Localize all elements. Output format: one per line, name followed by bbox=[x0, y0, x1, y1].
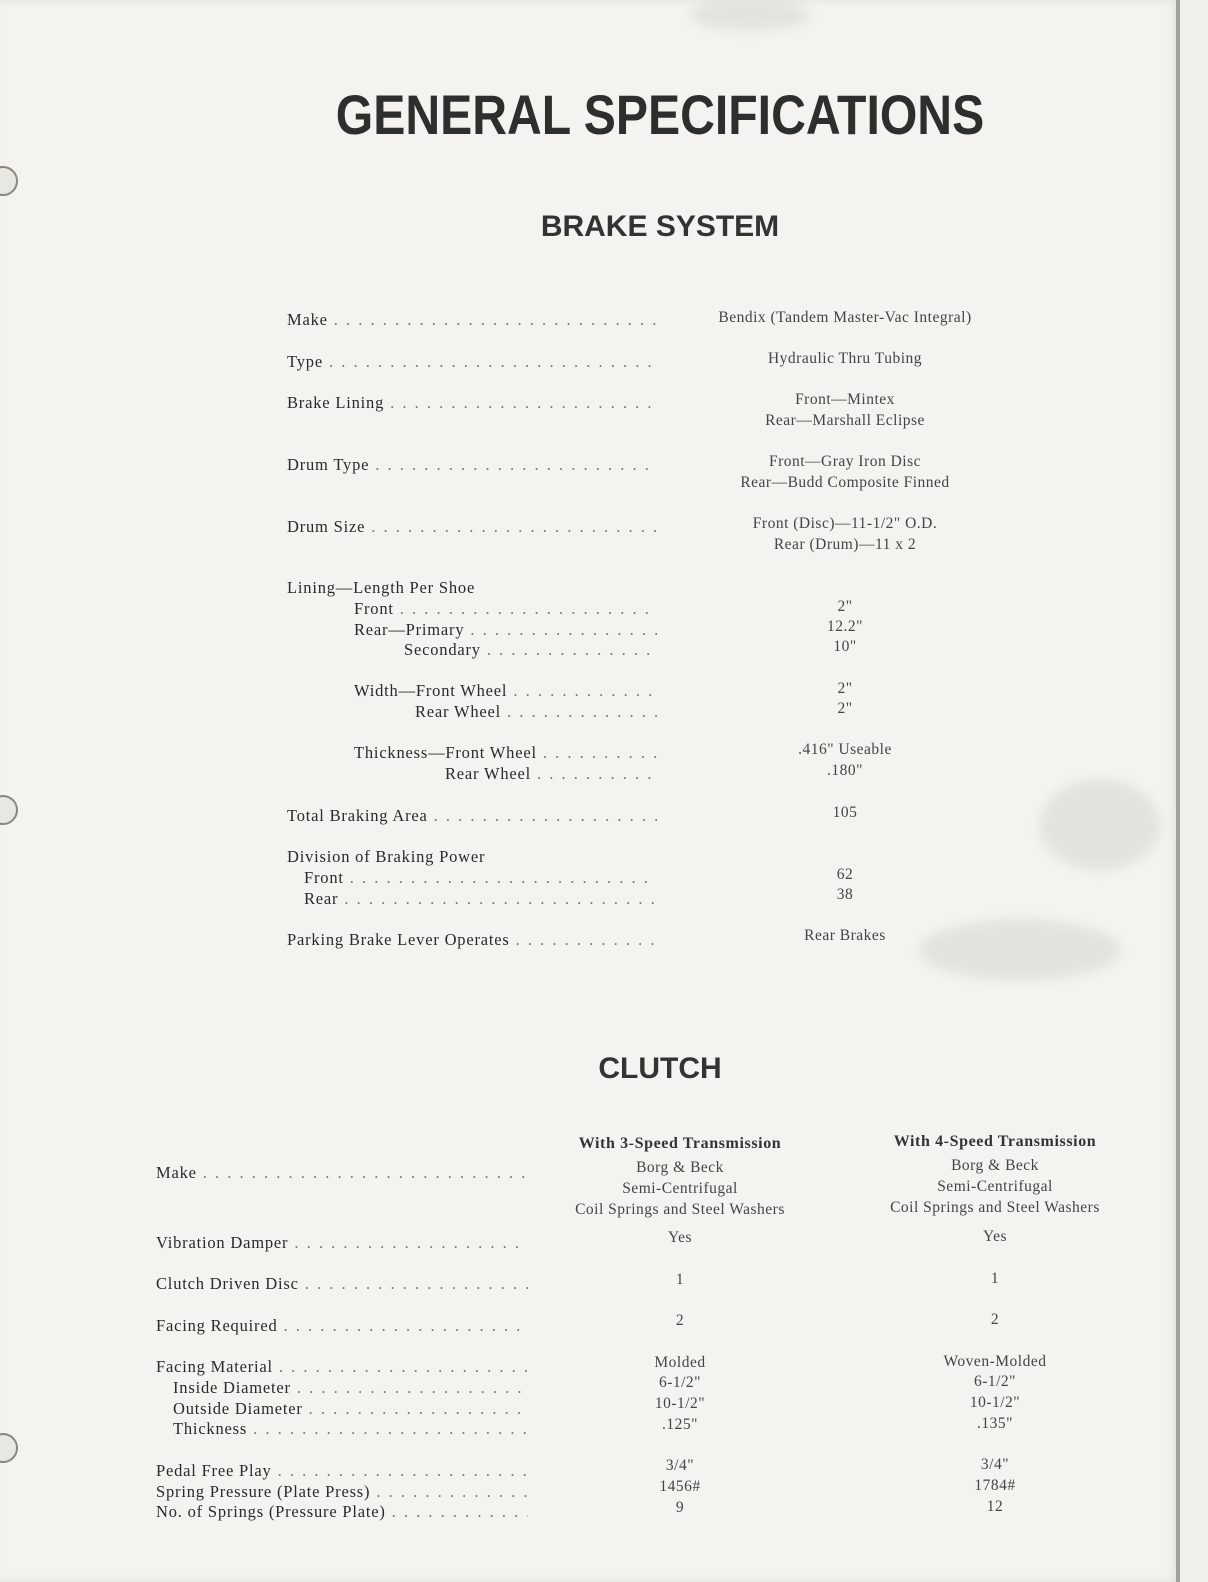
leader-dots bbox=[284, 1316, 528, 1336]
spec-value: Hydraulic Thru Tubing bbox=[767, 350, 923, 367]
spec-row-drum-type bbox=[287, 455, 657, 475]
clutch-row-no-of-springs bbox=[156, 1502, 528, 1522]
spec-value: 1 bbox=[990, 1270, 1000, 1287]
spec-group-label: Division of Braking Power bbox=[287, 847, 486, 866]
spec-row-lining-rear-primary bbox=[354, 620, 657, 640]
clutch-heading: CLUTCH bbox=[598, 1052, 722, 1085]
spec-value: 2 bbox=[990, 1311, 1000, 1328]
spec-row-make bbox=[287, 310, 657, 330]
spec-row-width-front bbox=[354, 681, 657, 701]
spec-value: Semi-Centrifugal bbox=[622, 1180, 738, 1197]
spec-label: Rear Wheel bbox=[445, 764, 532, 783]
leader-dots bbox=[376, 1482, 528, 1502]
spec-value: Yes bbox=[667, 1229, 693, 1246]
leader-dots bbox=[516, 930, 657, 950]
leader-dots bbox=[278, 1461, 528, 1481]
spec-value: 6-1/2" bbox=[973, 1373, 1017, 1390]
leader-dots bbox=[305, 1274, 528, 1294]
column-header-4-speed: With 4-Speed Transmission bbox=[893, 1133, 1097, 1150]
brake-system-heading: BRAKE SYSTEM bbox=[540, 210, 780, 243]
spec-value: Coil Springs and Steel Washers bbox=[890, 1199, 1100, 1216]
clutch-row-make bbox=[156, 1163, 528, 1183]
page-title: GENERAL SPECIFICATIONS bbox=[335, 83, 985, 146]
spec-row-drum-size bbox=[287, 517, 657, 537]
spec-value: 12.2" bbox=[827, 618, 863, 635]
spec-value: 2" bbox=[837, 598, 853, 615]
leader-dots bbox=[470, 620, 657, 640]
spec-value: 12 bbox=[986, 1498, 1004, 1515]
spec-label: Spring Pressure (Plate Press) bbox=[156, 1482, 371, 1501]
spec-label: Pedal Free Play bbox=[156, 1461, 272, 1480]
spec-label: Secondary bbox=[404, 640, 481, 659]
spec-value: Front (Disc)—11-1/2" O.D. bbox=[752, 515, 938, 532]
spec-label: Rear bbox=[304, 889, 339, 908]
spec-group-label: Lining—Length Per Shoe bbox=[287, 578, 476, 597]
spec-label: Width—Front Wheel bbox=[354, 681, 508, 700]
spec-label: No. of Springs (Pressure Plate) bbox=[156, 1502, 386, 1521]
spec-value: 2" bbox=[837, 700, 853, 717]
spec-label: Front bbox=[354, 599, 394, 618]
spec-value: 62 bbox=[836, 866, 854, 883]
spec-label: Thickness—Front Wheel bbox=[354, 743, 537, 762]
spec-value: 10-1/2" bbox=[969, 1394, 1021, 1411]
spec-label: Brake Lining bbox=[287, 393, 385, 412]
spec-label: Make bbox=[156, 1163, 197, 1182]
spec-label: Outside Diameter bbox=[173, 1399, 303, 1418]
spec-value: Yes bbox=[982, 1228, 1008, 1245]
spec-value: 2" bbox=[837, 680, 853, 697]
spec-value: 10" bbox=[833, 638, 857, 655]
leader-dots bbox=[375, 455, 657, 475]
spec-value: 105 bbox=[832, 804, 858, 821]
spec-value: Molded bbox=[654, 1354, 706, 1371]
leader-dots bbox=[513, 681, 657, 701]
spec-value: .135" bbox=[977, 1415, 1013, 1432]
spec-label: Vibration Damper bbox=[156, 1233, 289, 1252]
leader-dots bbox=[279, 1357, 528, 1377]
spec-label: Front bbox=[304, 868, 344, 887]
spec-value: 6-1/2" bbox=[658, 1374, 702, 1391]
spec-row-lining-secondary bbox=[404, 640, 657, 660]
spec-value: 38 bbox=[836, 886, 854, 903]
leader-dots bbox=[253, 1419, 528, 1439]
spec-label: Rear Wheel bbox=[415, 702, 502, 721]
spec-row-total-braking-area bbox=[287, 806, 657, 826]
spec-value: Bendix (Tandem Master-Vac Integral) bbox=[718, 309, 972, 326]
leader-dots bbox=[400, 599, 657, 619]
leader-dots bbox=[507, 702, 657, 722]
spec-value: 9 bbox=[675, 1499, 685, 1516]
spec-value: Front—Mintex bbox=[795, 391, 895, 408]
spec-value: Front—Gray Iron Disc bbox=[768, 453, 922, 470]
leader-dots bbox=[390, 393, 657, 413]
spec-row-thickness-rear bbox=[445, 764, 657, 784]
spec-row-brake-lining bbox=[287, 393, 657, 413]
spec-value: 1784# bbox=[974, 1477, 1016, 1494]
leader-dots bbox=[329, 352, 657, 372]
spec-value: Rear Brakes bbox=[804, 927, 886, 944]
leader-dots bbox=[543, 743, 657, 763]
spec-value: 2 bbox=[675, 1312, 685, 1329]
spec-label: Inside Diameter bbox=[173, 1378, 291, 1397]
spec-value: Rear—Marshall Eclipse bbox=[765, 412, 925, 429]
spec-row-parking-brake bbox=[287, 930, 657, 950]
spec-label: Total Braking Area bbox=[287, 806, 428, 825]
clutch-row-facing-material bbox=[156, 1357, 528, 1377]
spec-value: 10-1/2" bbox=[654, 1395, 706, 1412]
clutch-row-outside-diameter bbox=[173, 1399, 528, 1419]
spec-row-lining-front bbox=[354, 599, 657, 619]
clutch-row-facing-required bbox=[156, 1316, 528, 1336]
smudge bbox=[690, 0, 810, 30]
leader-dots bbox=[294, 1233, 528, 1253]
column-header-3-speed: With 3-Speed Transmission bbox=[578, 1135, 782, 1152]
leader-dots bbox=[392, 1502, 528, 1522]
leader-dots bbox=[203, 1163, 528, 1183]
spec-value: Woven-Molded bbox=[943, 1353, 1047, 1370]
clutch-row-inside-diameter bbox=[173, 1378, 528, 1398]
clutch-row-driven-disc bbox=[156, 1274, 528, 1294]
spec-value: Coil Springs and Steel Washers bbox=[575, 1201, 785, 1218]
leader-dots bbox=[350, 868, 657, 888]
spec-row-type bbox=[287, 352, 657, 372]
spec-row-division-front bbox=[304, 868, 657, 888]
spec-value: .180" bbox=[827, 762, 863, 779]
spec-value: Rear—Budd Composite Finned bbox=[740, 474, 950, 491]
leader-dots bbox=[371, 517, 657, 537]
spec-label: Clutch Driven Disc bbox=[156, 1274, 299, 1293]
spec-label: Thickness bbox=[173, 1419, 248, 1438]
spec-value: 3/4" bbox=[980, 1456, 1010, 1473]
spec-value: 1 bbox=[675, 1271, 685, 1288]
page-edge bbox=[1176, 0, 1180, 1582]
spec-row-thickness-front bbox=[354, 743, 657, 763]
spec-label: Type bbox=[287, 352, 323, 371]
spec-label: Drum Size bbox=[287, 517, 366, 536]
leader-dots bbox=[334, 310, 657, 330]
spec-row-width-rear bbox=[415, 702, 657, 722]
spec-value: Semi-Centrifugal bbox=[937, 1178, 1053, 1195]
clutch-row-vibration-damper bbox=[156, 1233, 528, 1253]
spec-label: Drum Type bbox=[287, 455, 370, 474]
spec-value: 3/4" bbox=[665, 1457, 695, 1474]
leader-dots bbox=[309, 1399, 528, 1419]
spec-value: .416" Useable bbox=[798, 741, 892, 758]
clutch-row-spring-pressure bbox=[156, 1482, 528, 1502]
leader-dots bbox=[537, 764, 657, 784]
leader-dots bbox=[297, 1378, 528, 1398]
spec-value: Rear (Drum)—11 x 2 bbox=[773, 536, 917, 553]
leader-dots bbox=[487, 640, 657, 660]
smudge bbox=[1040, 780, 1160, 870]
clutch-row-thickness bbox=[173, 1419, 528, 1439]
spec-value: .125" bbox=[662, 1416, 698, 1433]
spec-row-division-rear bbox=[304, 889, 657, 909]
leader-dots bbox=[434, 806, 657, 826]
spec-label: Parking Brake Lever Operates bbox=[287, 930, 510, 949]
spec-label: Facing Required bbox=[156, 1316, 278, 1335]
spec-label: Make bbox=[287, 310, 328, 329]
spec-value: 1456# bbox=[659, 1478, 701, 1495]
spec-value: Borg & Beck bbox=[636, 1159, 724, 1176]
spec-label: Rear—Primary bbox=[354, 620, 465, 639]
spec-value: Borg & Beck bbox=[951, 1157, 1039, 1174]
spec-label: Facing Material bbox=[156, 1357, 273, 1376]
clutch-row-pedal-free-play bbox=[156, 1461, 528, 1481]
leader-dots bbox=[344, 889, 657, 909]
